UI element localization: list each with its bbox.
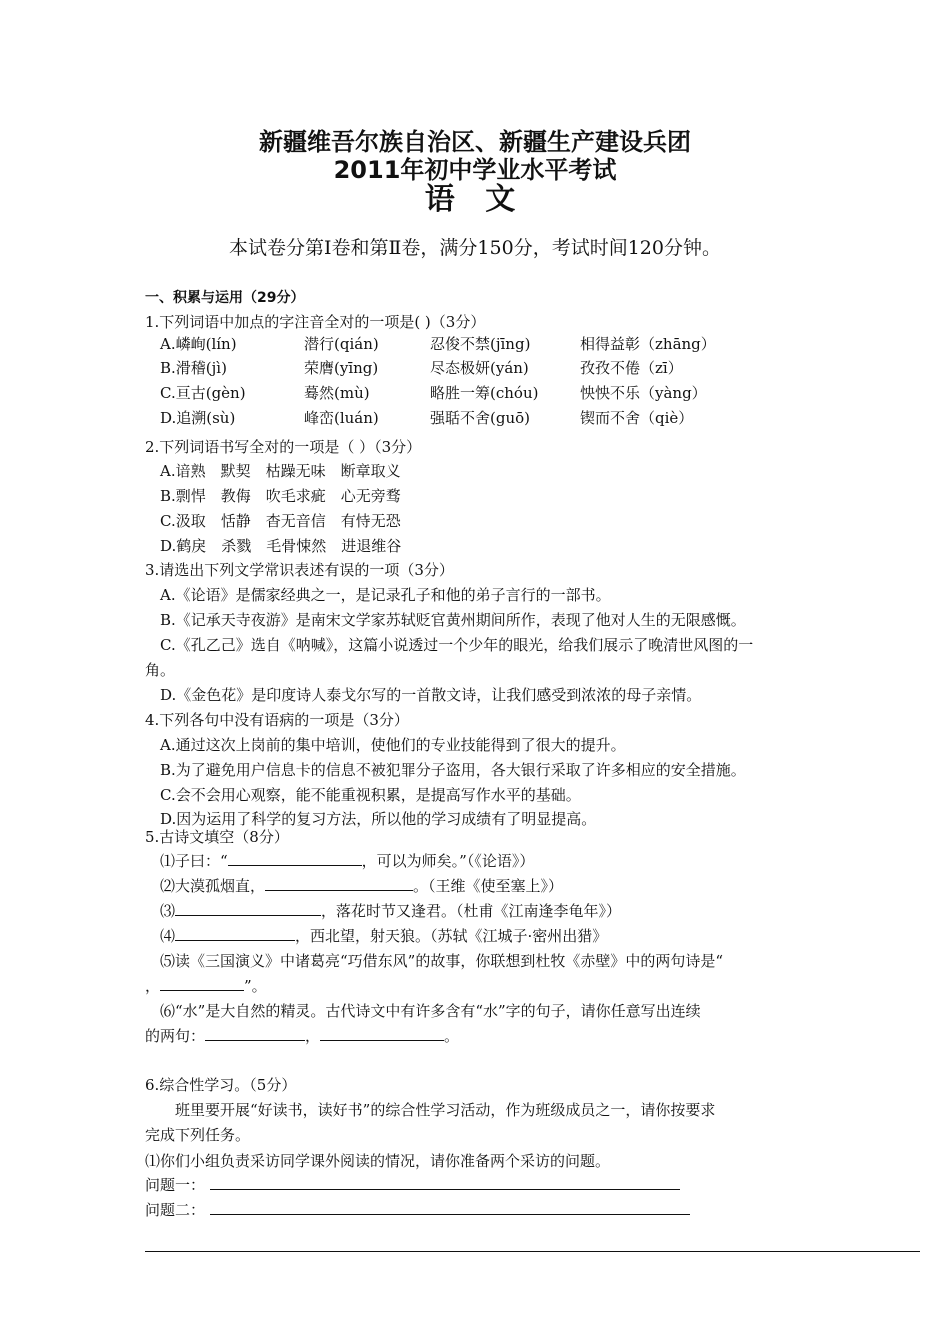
- question-2-stem: 2.下列词语书写全对的一项是（ ）（3分）: [145, 438, 422, 456]
- q5-item-3: [160, 900, 621, 921]
- q1-option: 峰峦(luán): [304, 409, 379, 427]
- answer-blank[interactable]: [265, 876, 413, 891]
- q5-item-2-prefix: ⑵大漠孤烟直，: [160, 877, 266, 895]
- question-4-stem: 4.下列各句中没有语病的一项是（3分）: [145, 711, 409, 729]
- q5-item-6-prefix: 的两句：: [145, 1027, 206, 1045]
- answer-line[interactable]: [210, 1214, 690, 1215]
- q3-option-a: A.《论语》是儒家经典之一，是记录孔子和他的弟子言行的一部书。: [160, 586, 611, 604]
- q2-option-b: B.剽悍 教侮 吹毛求疵 心无旁骛: [160, 487, 401, 505]
- q3-option-b: B.《记承天寺夜游》是南宋文学家苏轼贬官黄州期间所作，表现了他对人生的无限感慨。: [160, 611, 746, 629]
- q5-item-5-cont: [145, 975, 267, 996]
- q1-option: 强聒不舍(guō): [430, 409, 530, 427]
- answer-blank[interactable]: [160, 976, 244, 991]
- q3-option-d: D.《金色花》是印度诗人泰戈尔写的一首散文诗，让我们感受到浓浓的母子亲情。: [160, 686, 702, 704]
- q1-option: 尽态极妍(yán): [430, 359, 529, 377]
- exam-intro: 本试卷分第Ⅰ卷和第Ⅱ卷，满分150分，考试时间120分钟。: [229, 237, 721, 259]
- q6-question-2-label: 问题二：: [145, 1201, 206, 1219]
- question-3-stem: 3.请选出下列文学常识表述有误的一项（3分）: [145, 561, 454, 579]
- q3-option-c-cont: 角。: [145, 661, 176, 679]
- q5-item-5-close: ”。: [244, 977, 267, 995]
- section-heading: 一、积累与运用（29分）: [145, 290, 305, 306]
- q5-item-4-suffix: ，西北望，射天狼。（苏轼《江城子·密州出猎》: [295, 927, 608, 945]
- answer-blank[interactable]: [228, 851, 362, 866]
- q1-option: 略胜一筹(chóu): [430, 384, 539, 402]
- q5-item-6: ⑹“水”是大自然的精灵。古代诗文中有许多含有“水”字的句子，请你任意写出连续: [160, 1002, 701, 1020]
- exam-title-subject: 语 文: [424, 182, 526, 217]
- q1-option: A.嶙峋(lín): [160, 335, 237, 353]
- q1-option: 锲而不舍（qiè）: [580, 409, 694, 427]
- q5-item-6-end: 。: [444, 1027, 460, 1045]
- q4-option-b: B.为了避免用户信息卡的信息不被犯罪分子盗用，各大银行采取了许多相应的安全措施。: [160, 761, 746, 779]
- q1-option: 荣膺(yīng): [304, 359, 379, 377]
- q1-option: 忍俊不禁(jīng): [430, 335, 531, 353]
- q6-paragraph-cont: 完成下列任务。: [145, 1126, 251, 1144]
- q2-option-a: A.谙熟 默契 枯躁无味 断章取义: [160, 462, 401, 480]
- question-1-stem: 1.下列词语中加点的字注音全对的一项是( )（3分）: [145, 313, 486, 331]
- q1-option: 怏怏不乐（yàng）: [580, 384, 707, 402]
- question-5-stem: 5.古诗文填空（8分）: [145, 828, 289, 846]
- answer-line[interactable]: [210, 1189, 680, 1190]
- q5-item-2-suffix: 。（王维《使至塞上》）: [413, 877, 564, 895]
- q2-option-d: D.鹤戾 杀戮 毛骨悚然 进退维谷: [160, 537, 402, 555]
- q5-item-5-comma: ，: [145, 977, 161, 995]
- exam-title-line1: 新疆维吾尔族自治区、新疆生产建设兵团: [259, 128, 691, 156]
- q1-option: C.亘古(gèn): [160, 384, 246, 402]
- q4-option-c: C.会不会用心观察，能不能重视积累，是提高写作水平的基础。: [160, 786, 581, 804]
- q6-paragraph: 班里要开展“好读书，读好书”的综合性学习活动，作为班级成员之一，请你按要求: [175, 1101, 716, 1119]
- answer-blank[interactable]: [175, 926, 295, 941]
- answer-blank[interactable]: [175, 901, 321, 916]
- question-6-stem: 6.综合性学习。（5分）: [145, 1076, 297, 1094]
- q5-item-3-suffix: ，落花时节又逢君。（杜甫《江南逢李龟年》）: [321, 902, 622, 920]
- page-bottom-rule: [145, 1251, 920, 1252]
- q4-option-d: D.因为运用了科学的复习方法，所以他的学习成绩有了明显提高。: [160, 810, 597, 828]
- q5-item-4: [160, 925, 607, 946]
- exam-title-line2: 2011年初中学业水平考试: [333, 156, 617, 184]
- q5-item-1-suffix: ，可以为师矣。”（《论语》）: [361, 852, 535, 870]
- q5-item-2: [160, 875, 563, 896]
- q6-question-1-label: 问题一：: [145, 1176, 206, 1194]
- answer-blank[interactable]: [320, 1026, 444, 1041]
- q5-item-1-prefix: ⑴子曰：“: [160, 852, 228, 870]
- q2-option-c: C.汲取 恬静 杳无音信 有恃无恐: [160, 512, 401, 530]
- q1-option: D.追溯(sù): [160, 409, 236, 427]
- q5-item-6-comma: ，: [305, 1027, 321, 1045]
- q3-option-c: C.《孔乙己》选自《呐喊》，这篇小说透过一个少年的眼光，给我们展示了晚清世风图的一: [160, 636, 754, 654]
- q1-option: 蓦然(mù): [304, 384, 370, 402]
- q1-option: B.滑稽(jì): [160, 359, 227, 377]
- q5-item-1: [160, 850, 534, 871]
- answer-blank[interactable]: [205, 1026, 305, 1041]
- q5-item-3-prefix: ⑶: [160, 902, 176, 920]
- q5-item-6-cont: [145, 1025, 459, 1046]
- q5-item-5: ⑸读《三国演义》中诸葛亮“巧借东风”的故事，你联想到杜牧《赤壁》中的两句诗是“: [160, 952, 724, 970]
- q4-option-a: A.通过这次上岗前的集中培训，使他们的专业技能得到了很大的提升。: [160, 736, 626, 754]
- q5-item-4-prefix: ⑷: [160, 927, 176, 945]
- q1-option: 相得益彰（zhāng）: [580, 335, 716, 353]
- q1-option: 潜行(qián): [304, 335, 379, 353]
- q6-task-1: ⑴你们小组负责采访同学课外阅读的情况，请你准备两个采访的问题。: [145, 1152, 611, 1170]
- q1-option: 孜孜不倦（zī）: [580, 359, 683, 377]
